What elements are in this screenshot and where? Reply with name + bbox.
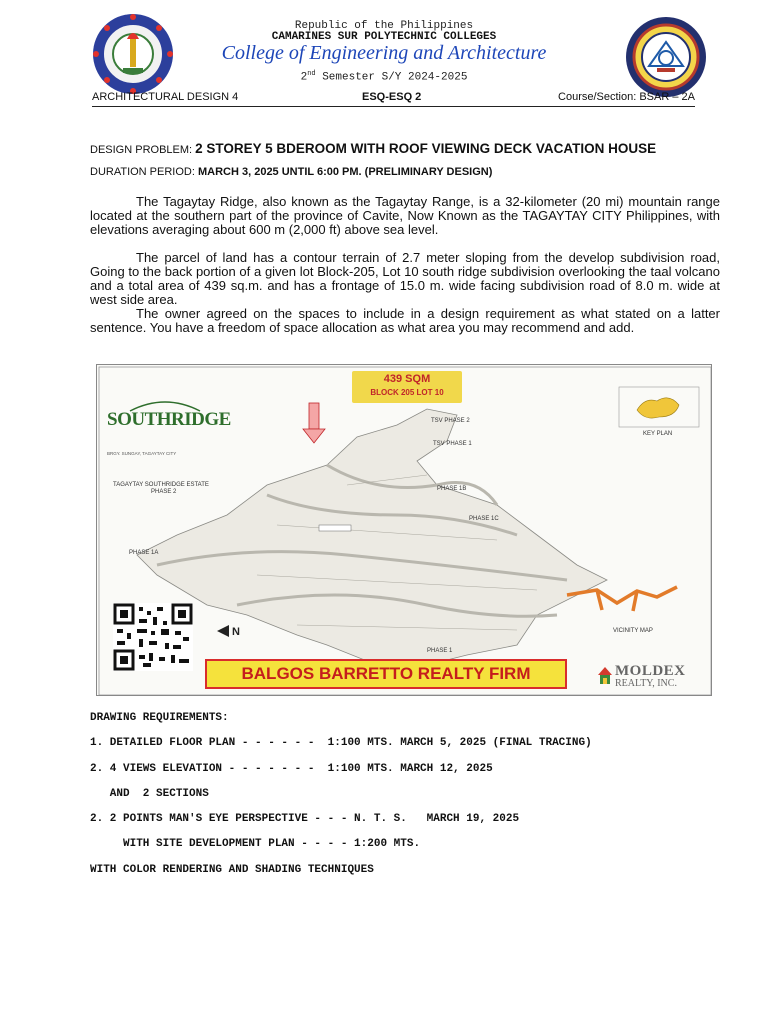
requirement-rendering: WITH COLOR RENDERING AND SHADING TECHNIQUES xyxy=(90,864,374,876)
southridge-brand: SOUTHRIDGE xyxy=(107,409,231,430)
duration-value: MARCH 3, 2025 UNTIL 6:00 PM. (PRELIMINARY DESIGN) xyxy=(197,166,493,178)
label-phase-1b: PHASE 1B xyxy=(437,486,467,492)
southridge-logo xyxy=(107,399,231,456)
requirement-perspective: 2. 2 POINTS MAN'S EYE PERSPECTIVE - - - N. T. S. MARCH 19, 2025 xyxy=(90,813,520,825)
label-estate-phase-2: PHASE 2 xyxy=(151,489,177,495)
header-college-name: CAMARINES SUR POLYTECHNIC COLLEGES xyxy=(271,31,497,43)
label-vicinity-map: VICINITY MAP xyxy=(613,628,653,634)
requirement-sections: AND 2 SECTIONS xyxy=(90,788,209,800)
lot-area-callout xyxy=(352,371,462,403)
subdivision-site-map xyxy=(96,364,712,696)
design-problem: DESIGN PROBLEM: 2 STOREY 5 BDEROOM WITH ROOF VIEWING DECK VACATION HOUSE xyxy=(90,141,657,156)
north-arrow-icon xyxy=(215,619,245,643)
southridge-address: BRGY. SUNGAY, TAGAYTAY CITY xyxy=(107,451,177,456)
label-tsv-phase-1: TSV PHASE 1 xyxy=(433,441,472,447)
header-republic: Republic of the Philippines xyxy=(294,20,474,32)
moldex-subtitle: REALTY, INC. xyxy=(615,678,677,689)
paragraph-parcel-of-land: The parcel of land has a contour terrain of 2.7 meter sloping from the develop subdivision road, Going to the back portion of a given lot Block-205, Lot 10 south ridge subdivision overlooking the taal volcano and a total area of 439 sq.m. and has a frontage of 15.0 m. wide facing subdivision road of 8.0 m. wide at west side area. xyxy=(90,250,720,307)
requirement-site-plan: WITH SITE DEVELOPMENT PLAN - - - - 1:200 MTS. xyxy=(90,838,421,850)
label-phase-1: PHASE 1 xyxy=(427,648,453,654)
realty-name: BALGOS BARRETTO REALTY FIRM xyxy=(241,664,531,683)
paragraph-tagaytay-ridge: The Tagaytay Ridge, also known as the Tagaytay Range, is a 32-kilometer (20 mi) mountain range located at the southern part of the province of Cavite, Now Known as the TAGAYTAY CITY Philippines, with elevations averaging about 600 m (2,000 ft) above sea level. xyxy=(90,194,720,237)
paragraph-owner-requirements: The owner agreed on the spaces to include in a design requirement as what stated on a latter sentence. You have a freedom of space allocation as what area you may recommend and add. xyxy=(90,306,720,335)
moldex-name: MOLDEX xyxy=(615,663,686,679)
duration-period: DURATION PERIOD: MARCH 3, 2025 UNTIL 6:00 PM. (PRELIMINARY DESIGN) xyxy=(90,166,493,178)
moldex-house-icon xyxy=(597,665,613,685)
requirement-elevation: 2. 4 VIEWS ELEVATION - - - - - - - 1:100 MTS. MARCH 12, 2025 xyxy=(90,763,493,775)
moldex-logo xyxy=(597,663,705,691)
label-tsv-phase-2: TSV PHASE 2 xyxy=(431,418,470,424)
lot-area: 439 SQM xyxy=(383,373,431,385)
lot-block: BLOCK 205 LOT 10 xyxy=(370,388,444,397)
course-code: ESQ-ESQ 2 xyxy=(362,91,422,103)
label-southridge-estate: TAGAYTAY SOUTHRIDGE ESTATE xyxy=(113,482,209,488)
course-section: Course/Section: BSAR – 2A xyxy=(558,91,695,103)
course-info-row xyxy=(92,91,695,105)
svg-text:N: N xyxy=(232,626,240,638)
label-key-plan: KEY PLAN xyxy=(643,431,673,437)
label-phase-1c: PHASE 1C xyxy=(469,516,499,522)
course-subject: ARCHITECTURAL DESIGN 4 xyxy=(92,91,239,103)
header-semester: 2nd Semester S/Y 2024-2025 xyxy=(300,70,468,84)
requirements-heading: DRAWING REQUIREMENTS: xyxy=(90,712,229,724)
header-department: College of Engineering and Architecture xyxy=(221,42,547,64)
design-problem-title: 2 STOREY 5 BDEROOM WITH ROOF VIEWING DECK VACATION HOUSE xyxy=(195,141,657,156)
header-divider xyxy=(92,106,695,107)
realty-banner xyxy=(205,659,567,689)
requirement-floor-plan: 1. DETAILED FLOOR PLAN - - - - - - 1:100 MTS. MARCH 5, 2025 (FINAL TRACING) xyxy=(90,737,592,749)
label-phase-1a: PHASE 1A xyxy=(129,550,159,556)
qr-code-icon xyxy=(113,603,193,671)
